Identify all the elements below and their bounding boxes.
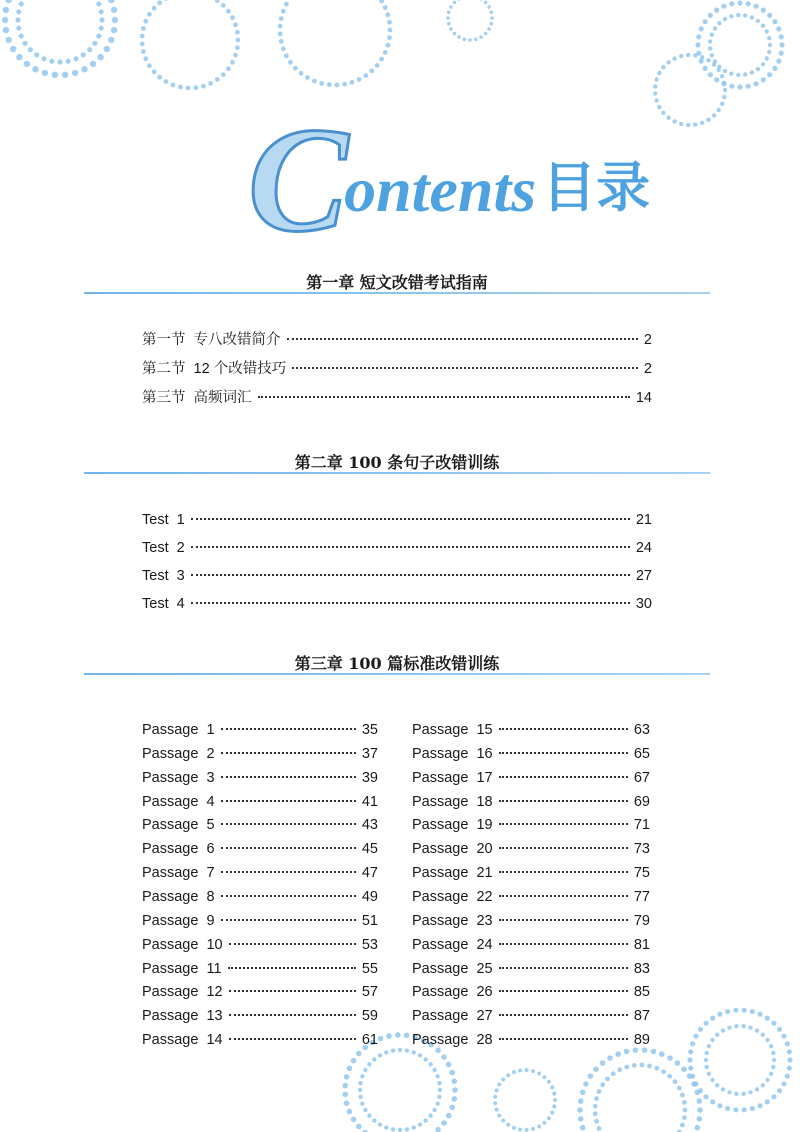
passage-entry[interactable] bbox=[412, 862, 650, 884]
leader-dots bbox=[221, 847, 356, 849]
passage-label: Passage 20 bbox=[412, 841, 493, 858]
title-initial: C bbox=[248, 97, 349, 263]
toc-entry-label: Test 2 bbox=[142, 540, 185, 556]
leader-dots bbox=[499, 871, 628, 873]
passage-label: Passage 5 bbox=[142, 817, 215, 834]
passage-label: Passage 17 bbox=[412, 769, 493, 786]
passage-page: 79 bbox=[633, 912, 650, 929]
toc-entry-label: Test 3 bbox=[142, 568, 185, 584]
passage-entry[interactable] bbox=[412, 814, 650, 836]
toc-entry-page: 27 bbox=[635, 568, 652, 584]
toc-entry-label: 第三节 高频词汇 bbox=[142, 390, 252, 406]
passage-label: Passage 10 bbox=[142, 936, 223, 953]
title-rest: ontents bbox=[344, 154, 537, 225]
passage-label: Passage 11 bbox=[142, 960, 222, 977]
leader-dots bbox=[229, 1038, 356, 1040]
passage-page: 85 bbox=[633, 984, 650, 1001]
passage-page: 71 bbox=[633, 817, 650, 834]
leader-dots bbox=[499, 895, 628, 897]
leader-dots bbox=[499, 847, 628, 849]
passage-entry[interactable] bbox=[142, 814, 378, 836]
passage-label: Passage 16 bbox=[412, 745, 493, 762]
passage-label: Passage 21 bbox=[412, 865, 493, 882]
leader-dots bbox=[499, 823, 628, 825]
title-chinese: 目录 bbox=[542, 156, 651, 219]
passage-entry[interactable] bbox=[412, 838, 650, 860]
passage-page: 69 bbox=[633, 793, 650, 810]
passage-label: Passage 13 bbox=[142, 1008, 223, 1025]
chapter-2-title: 第二章 100 条句子改错训练 bbox=[283, 453, 512, 472]
toc-entry-label: 第二节 12 个改错技巧 bbox=[142, 361, 287, 377]
passage-entry[interactable] bbox=[142, 719, 378, 741]
passage-page: 87 bbox=[633, 1008, 650, 1025]
toc-entry-page: 30 bbox=[635, 596, 652, 612]
toc-entry[interactable] bbox=[142, 565, 652, 587]
chapter-1-heading bbox=[84, 272, 710, 302]
passage-label: Passage 2 bbox=[142, 745, 215, 762]
passage-page: 43 bbox=[361, 817, 378, 834]
leader-dots bbox=[221, 752, 356, 754]
passage-page: 37 bbox=[361, 745, 378, 762]
leader-dots bbox=[221, 823, 356, 825]
toc-entry[interactable] bbox=[142, 387, 652, 409]
leader-dots bbox=[191, 574, 630, 576]
passage-page: 39 bbox=[361, 769, 378, 786]
passage-label: Passage 24 bbox=[412, 936, 493, 953]
passage-entry[interactable] bbox=[412, 886, 650, 908]
leader-dots bbox=[191, 518, 630, 520]
toc-entry-label: Test 4 bbox=[142, 596, 185, 612]
passage-label: Passage 12 bbox=[142, 984, 223, 1001]
passage-page: 89 bbox=[633, 1032, 650, 1049]
leader-dots bbox=[229, 1014, 356, 1016]
chapter-3-heading bbox=[84, 653, 710, 683]
passage-page: 61 bbox=[361, 1032, 378, 1049]
passage-entry[interactable] bbox=[412, 958, 650, 980]
passage-entry[interactable] bbox=[142, 934, 378, 956]
passage-entry[interactable] bbox=[142, 910, 378, 932]
passage-page: 81 bbox=[633, 936, 650, 953]
toc-entry-page: 14 bbox=[635, 390, 652, 406]
leader-dots bbox=[191, 546, 630, 548]
passage-page: 59 bbox=[361, 1008, 378, 1025]
toc-entry-page: 21 bbox=[635, 512, 652, 528]
leader-dots bbox=[499, 776, 628, 778]
leader-dots bbox=[499, 943, 628, 945]
leader-dots bbox=[499, 967, 628, 969]
leader-dots bbox=[499, 919, 628, 921]
passage-entry[interactable] bbox=[142, 862, 378, 884]
passage-label: Passage 4 bbox=[142, 793, 215, 810]
passage-page: 73 bbox=[633, 841, 650, 858]
leader-dots bbox=[499, 800, 628, 802]
leader-dots bbox=[292, 367, 638, 369]
passage-page: 65 bbox=[633, 745, 650, 762]
passage-page: 51 bbox=[361, 912, 378, 929]
passage-label: Passage 18 bbox=[412, 793, 493, 810]
leader-dots bbox=[228, 967, 356, 969]
passage-entry[interactable] bbox=[412, 767, 650, 789]
passage-page: 55 bbox=[361, 960, 378, 977]
passage-page: 75 bbox=[633, 865, 650, 882]
toc-entry[interactable] bbox=[142, 358, 652, 380]
passage-page: 49 bbox=[361, 888, 378, 905]
passage-entry[interactable] bbox=[412, 719, 650, 741]
passage-entry[interactable] bbox=[412, 981, 650, 1003]
leader-dots bbox=[499, 1014, 628, 1016]
passage-label: Passage 8 bbox=[142, 888, 215, 905]
passage-label: Passage 7 bbox=[142, 865, 215, 882]
leader-dots bbox=[499, 990, 628, 992]
passage-page: 45 bbox=[361, 841, 378, 858]
leader-dots bbox=[221, 871, 356, 873]
passage-entry[interactable] bbox=[142, 791, 378, 813]
passage-label: Passage 23 bbox=[412, 912, 493, 929]
passage-entry[interactable] bbox=[142, 981, 378, 1003]
passage-entry[interactable] bbox=[142, 838, 378, 860]
passage-entry[interactable] bbox=[142, 743, 378, 765]
passage-label: Passage 25 bbox=[412, 960, 493, 977]
leader-dots bbox=[221, 776, 356, 778]
chapter-3-title: 第三章 100 篇标准改错训练 bbox=[283, 654, 512, 673]
toc-entry-page: 2 bbox=[643, 332, 652, 348]
passage-entry[interactable] bbox=[142, 1005, 378, 1027]
toc-entry[interactable] bbox=[142, 329, 652, 351]
passage-entry[interactable] bbox=[412, 934, 650, 956]
passage-entry[interactable] bbox=[412, 910, 650, 932]
passage-entry[interactable] bbox=[412, 791, 650, 813]
passage-page: 77 bbox=[633, 888, 650, 905]
leader-dots bbox=[229, 990, 356, 992]
chapter-1-title: 第一章 短文改错考试指南 bbox=[294, 273, 500, 292]
passage-label: Passage 14 bbox=[142, 1032, 223, 1049]
toc-entry[interactable] bbox=[142, 593, 652, 615]
toc-entry[interactable] bbox=[142, 537, 652, 559]
leader-dots bbox=[221, 800, 356, 802]
passage-page: 35 bbox=[361, 722, 378, 738]
passage-page: 67 bbox=[633, 769, 650, 786]
passage-entry[interactable] bbox=[142, 1029, 378, 1051]
leader-dots bbox=[221, 895, 356, 897]
passage-entry[interactable] bbox=[412, 1005, 650, 1027]
passage-label: Passage 15 bbox=[412, 722, 493, 738]
chapter-2-heading bbox=[84, 452, 710, 482]
leader-dots bbox=[221, 728, 356, 730]
passage-label: Passage 3 bbox=[142, 769, 215, 786]
leader-dots bbox=[287, 338, 638, 340]
leader-dots bbox=[258, 396, 630, 398]
leader-dots bbox=[221, 919, 356, 921]
toc-entry[interactable] bbox=[142, 509, 652, 531]
leader-dots bbox=[499, 1038, 628, 1040]
passage-label: Passage 9 bbox=[142, 912, 215, 929]
contents-title bbox=[248, 97, 651, 263]
toc-entry-page: 2 bbox=[643, 361, 652, 377]
passage-entry[interactable] bbox=[412, 743, 650, 765]
passage-label: Passage 28 bbox=[412, 1032, 493, 1049]
passage-entry[interactable] bbox=[142, 958, 378, 980]
passage-page: 53 bbox=[361, 936, 378, 953]
passage-label: Passage 22 bbox=[412, 888, 493, 905]
passage-page: 41 bbox=[361, 793, 378, 810]
passage-entry[interactable] bbox=[412, 1029, 650, 1051]
leader-dots bbox=[229, 943, 356, 945]
passage-page: 47 bbox=[361, 865, 378, 882]
toc-entry-label: Test 1 bbox=[142, 512, 185, 528]
passage-entry[interactable] bbox=[142, 767, 378, 789]
passage-page: 57 bbox=[361, 984, 378, 1001]
leader-dots bbox=[499, 728, 628, 730]
passage-label: Passage 1 bbox=[142, 722, 215, 738]
toc-entry-label: 第一节 专八改错简介 bbox=[142, 332, 281, 348]
toc-entry-page: 24 bbox=[635, 540, 652, 556]
passage-label: Passage 26 bbox=[412, 984, 493, 1001]
passage-label: Passage 27 bbox=[412, 1008, 493, 1025]
leader-dots bbox=[191, 602, 630, 604]
passage-entry[interactable] bbox=[142, 886, 378, 908]
leader-dots bbox=[499, 752, 628, 754]
passage-label: Passage 6 bbox=[142, 841, 215, 858]
passage-page: 63 bbox=[633, 722, 650, 738]
passage-label: Passage 19 bbox=[412, 817, 493, 834]
passage-page: 83 bbox=[633, 960, 650, 977]
